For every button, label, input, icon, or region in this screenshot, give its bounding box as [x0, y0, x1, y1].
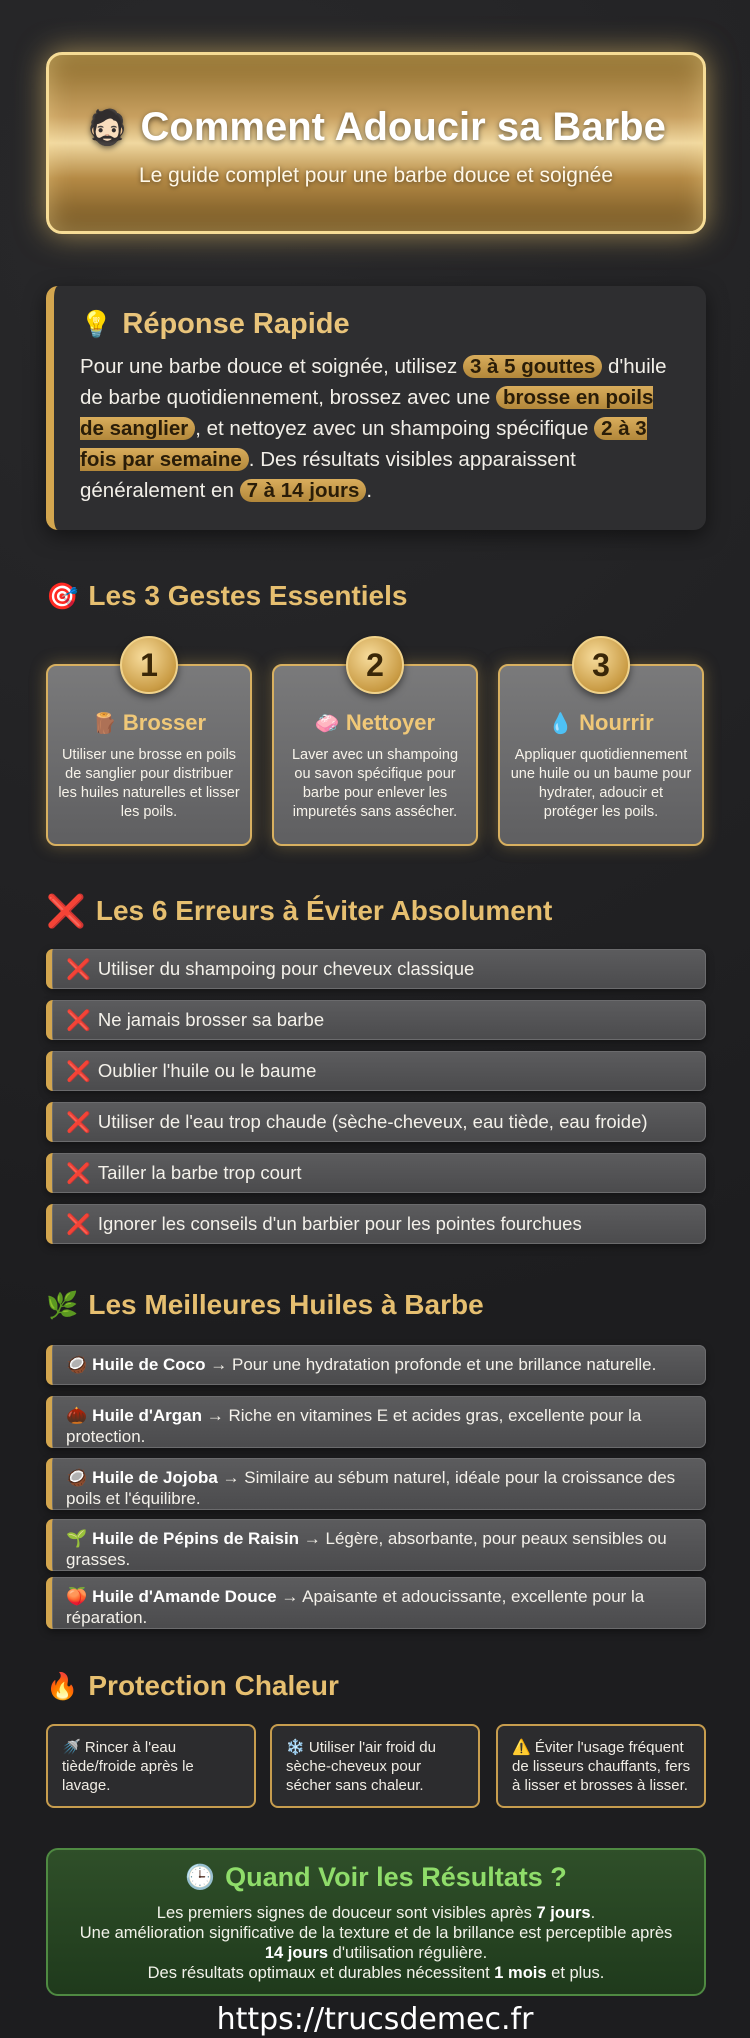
page-subtitle: Le guide complet pour une barbe douce et soignée: [138, 164, 614, 187]
oil-description: → Similaire au sébum naturel, idéale pour la croissance des poils et l'équilibre.: [66, 1468, 676, 1508]
steps-section-title: Les 3 Gestes Essentiels: [88, 580, 408, 611]
oil-item-argan: [46, 1396, 706, 1448]
shower-icon: 🚿: [62, 1739, 81, 1756]
step-card-brush: [46, 647, 252, 846]
clock-icon: 🕒: [185, 1864, 216, 1891]
error-text: Utiliser du shampoing pour cheveux classique: [97, 958, 475, 979]
error-text: Utiliser de l'eau trop chaude (sèche-cheveux, eau tiède, eau froide): [97, 1111, 648, 1132]
nut-icon: 🌰: [66, 1406, 88, 1425]
results-heading: [48, 1862, 704, 1893]
results-text-part: d'utilisation régulière.: [328, 1944, 488, 1962]
quick-answer-heading: [80, 308, 678, 341]
error-item: [46, 949, 706, 989]
oil-description: → Pour une hydratation profonde et une brillance naturelle.: [205, 1355, 657, 1374]
step-title-label: Brosser: [122, 710, 207, 735]
step-title: [500, 710, 702, 736]
oil-item-almond: [46, 1577, 706, 1629]
steps-section-heading: [46, 580, 407, 612]
oil-name: Huile de Pépins de Raisin: [92, 1529, 300, 1548]
results-line: [48, 1903, 704, 1923]
step-title-label: Nourrir: [579, 710, 654, 735]
step-number-badge: 3: [572, 636, 630, 694]
step-card-clean: [272, 647, 478, 846]
lightbulb-icon: 💡: [80, 309, 113, 339]
error-text: Ne jamais brosser sa barbe: [97, 1009, 325, 1030]
highlight-duration: 7 à 14 jours: [240, 479, 367, 502]
snowflake-icon: ❄️: [286, 1739, 305, 1756]
errors-section-title: Les 6 Erreurs à Éviter Absolument: [95, 895, 553, 926]
herb-icon: 🌿: [46, 1289, 79, 1320]
brush-icon: 🪵: [91, 713, 117, 735]
quick-answer-text: [80, 351, 678, 506]
oils-section-heading: [46, 1289, 484, 1321]
page-title: Comment Adoucir sa Barbe: [140, 105, 666, 149]
error-item: [46, 1000, 706, 1040]
results-title: Quand Voir les Résultats ?: [225, 1862, 567, 1892]
step-number-badge: 2: [346, 636, 404, 694]
soap-icon: 🧼: [314, 713, 340, 735]
results-text-part: .: [590, 1904, 596, 1922]
step-description: Laver avec un shampoing ou savon spécifique pour barbe pour enlever les impuretés sans assécher.: [291, 747, 459, 820]
coconut-icon: 🥥: [66, 1355, 88, 1374]
results-text: [48, 1903, 704, 1983]
oil-item-coco: [46, 1345, 706, 1385]
heat-tip-text: Rincer à l'eau tiède/froide après le lavage.: [62, 1739, 194, 1794]
error-item: [46, 1051, 706, 1091]
target-icon: 🎯: [46, 580, 79, 611]
error-text: Oublier l'huile ou le baume: [97, 1060, 317, 1081]
oil-item-grapeseed: [46, 1519, 706, 1571]
highlight-drops: 3 à 5 gouttes: [463, 355, 602, 378]
cross-icon: ❌: [66, 1162, 91, 1185]
heat-tip-text: Utiliser l'air froid du sèche-cheveux pour sécher sans chaleur.: [286, 1739, 436, 1794]
results-text-part: Les premiers signes de douceur sont visibles après: [156, 1904, 537, 1922]
coconut-icon: 🥥: [66, 1468, 88, 1487]
bearded-man-icon: 🧔🏻: [86, 108, 129, 147]
step-title: [274, 710, 476, 736]
oil-item-jojoba: [46, 1458, 706, 1510]
droplet-icon: 💧: [548, 713, 574, 735]
step-title-label: Nettoyer: [345, 710, 436, 735]
heat-tip-text: Éviter l'usage fréquent de lisseurs chauffants, fers à lisser et brosses à lisser.: [512, 1739, 691, 1794]
results-card: [46, 1848, 706, 1996]
cross-icon: ❌: [46, 893, 86, 929]
highlight-frequency: 2 à 3 fois par semaine: [80, 417, 647, 471]
quick-text-part: Pour une barbe douce et soignée, utilisez: [80, 355, 463, 378]
step-number-badge: 1: [120, 636, 178, 694]
warning-icon: ⚠️: [512, 1739, 531, 1756]
oils-section-title: Les Meilleures Huiles à Barbe: [88, 1289, 484, 1320]
results-highlight: 14 jours: [264, 1944, 329, 1962]
oil-description: → Apaisante et adoucissante, excellente pour la réparation.: [66, 1587, 645, 1627]
error-item: [46, 1102, 706, 1142]
highlight-brush: brosse en poils de sanglier: [80, 386, 654, 440]
page-title-row: [49, 105, 703, 150]
step-title: [48, 710, 250, 736]
quick-text-part: .: [366, 479, 373, 502]
quick-answer-card: [46, 286, 706, 530]
results-line: [48, 1943, 704, 1963]
cross-icon: ❌: [66, 1111, 91, 1134]
fire-icon: 🔥: [46, 1670, 79, 1701]
cross-icon: ❌: [66, 958, 91, 981]
results-line: Une amélioration significative de la texture et de la brillance est perceptible après: [79, 1924, 673, 1942]
oil-name: Huile de Coco: [92, 1355, 206, 1374]
oil-description: → Légère, absorbante, pour peaux sensibles ou grasses.: [66, 1529, 667, 1569]
header-banner: [46, 52, 706, 234]
error-item: [46, 1153, 706, 1193]
quick-answer-title: Réponse Rapide: [122, 308, 350, 340]
heat-tip-card: [270, 1724, 480, 1808]
quick-text-part: . Des résultats visibles apparaissent généralement en: [80, 448, 576, 502]
step-description: Utiliser une brosse en poils de sanglier pour distribuer les huiles naturelles et lisser les poils.: [58, 747, 240, 820]
seedling-icon: 🌱: [66, 1529, 88, 1548]
cross-icon: ❌: [66, 1009, 91, 1032]
results-highlight: 7 jours: [536, 1904, 591, 1922]
cross-icon: ❌: [66, 1213, 91, 1236]
heat-section-title: Protection Chaleur: [88, 1670, 339, 1701]
results-line: [48, 1963, 704, 1983]
oil-name: Huile d'Argan: [92, 1406, 202, 1425]
results-highlight: 1 mois: [494, 1964, 547, 1982]
step-description: Appliquer quotidiennement une huile ou un baume pour hydrater, adoucir et protéger les poils.: [510, 747, 692, 820]
oil-description: → Riche en vitamines E et acides gras, excellente pour la protection.: [66, 1406, 642, 1446]
footer-url[interactable]: https://trucsdemec.fr: [216, 2002, 534, 2037]
results-text-part: et plus.: [546, 1964, 605, 1982]
error-item: [46, 1204, 706, 1244]
cross-icon: ❌: [66, 1060, 91, 1083]
peach-icon: 🍑: [66, 1587, 88, 1606]
heat-tip-card: [496, 1724, 706, 1808]
quick-text-part: d'huile de barbe quotidiennement, brossez avec une: [80, 355, 667, 409]
step-card-nourish: [498, 647, 704, 846]
quick-text-part: , et nettoyez avec un shampoing spécifique: [195, 417, 595, 440]
error-text: Tailler la barbe trop court: [97, 1162, 302, 1183]
oil-name: Huile d'Amande Douce: [92, 1587, 277, 1606]
error-text: Ignorer les conseils d'un barbier pour les pointes fourchues: [97, 1213, 582, 1234]
errors-section-heading: [46, 892, 552, 930]
oil-name: Huile de Jojoba: [92, 1468, 218, 1487]
results-text-part: Des résultats optimaux et durables nécessitent: [147, 1964, 495, 1982]
heat-section-heading: [46, 1670, 339, 1702]
heat-tip-card: [46, 1724, 256, 1808]
